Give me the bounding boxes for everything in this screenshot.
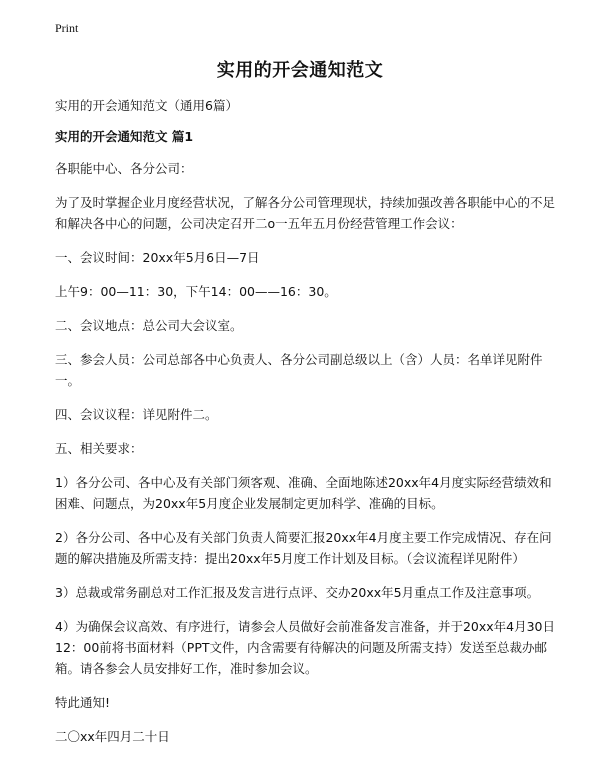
requirement-2-paragraph: 2）各分公司、各中心及有关部门负责人简要汇报20xx年4月度主要工作完成情况、存在问题的解决措施及所需支持：提出20xx年5月度工作计划及目标。（会议流程详见附件） xyxy=(55,530,552,566)
requirements-heading-paragraph: 五、相关要求： xyxy=(55,441,143,456)
section-heading: 实用的开会通知范文 篇1 xyxy=(55,129,194,144)
document-title: 实用的开会通知范文 xyxy=(216,60,384,81)
closing-paragraph: 特此通知! xyxy=(55,695,111,710)
document-subtitle: 实用的开会通知范文（通用6篇） xyxy=(55,98,238,113)
meeting-time-paragraph: 一、会议时间：20xx年5月6日—7日 xyxy=(55,250,260,265)
intro-paragraph: 为了及时掌握企业月度经营状况，了解各分公司管理现状，持续加强改善各职能中心的不足和解决各中心的问题，公司决定召开二o一五年五月份经营管理工作会议： xyxy=(55,195,556,231)
requirement-4-paragraph: 4）为确保会议高效、有序进行，请参会人员做好会前准备发言准备，并于20xx年4月30日12：00前将书面材料（PPT文件，内含需要有待解决的问题及所需支持）发送至总裁办邮箱。请各参会人员安排好工作，准时参加会议。 xyxy=(55,619,556,676)
requirement-1-paragraph: 1）各分公司、各中心及有关部门须客观、准确、全面地陈述20xx年4月度实际经营绩效和困难、问题点，为20xx年5月度企业发展制定更加科学、准确的目标。 xyxy=(55,475,552,511)
attendees-paragraph: 三、参会人员：公司总部各中心负责人、各分公司副总级以上（含）人员：名单详见附件一。 xyxy=(55,352,543,388)
requirement-3-paragraph: 3）总裁或常务副总对工作汇报及发言进行点评、交办20xx年5月重点工作及注意事项。 xyxy=(55,585,540,600)
salutation-paragraph: 各职能中心、各分公司： xyxy=(55,161,193,176)
print-link[interactable]: Print xyxy=(55,21,79,35)
meeting-location-paragraph: 二、会议地点：总公司大会议室。 xyxy=(55,318,243,333)
meeting-hours-paragraph: 上午9：00—11：30，下午14：00——16：30。 xyxy=(55,284,337,299)
agenda-paragraph: 四、会议议程：详见附件二。 xyxy=(55,407,218,422)
date-paragraph: 二〇xx年四月二十日 xyxy=(55,729,170,744)
document-body xyxy=(55,95,555,760)
